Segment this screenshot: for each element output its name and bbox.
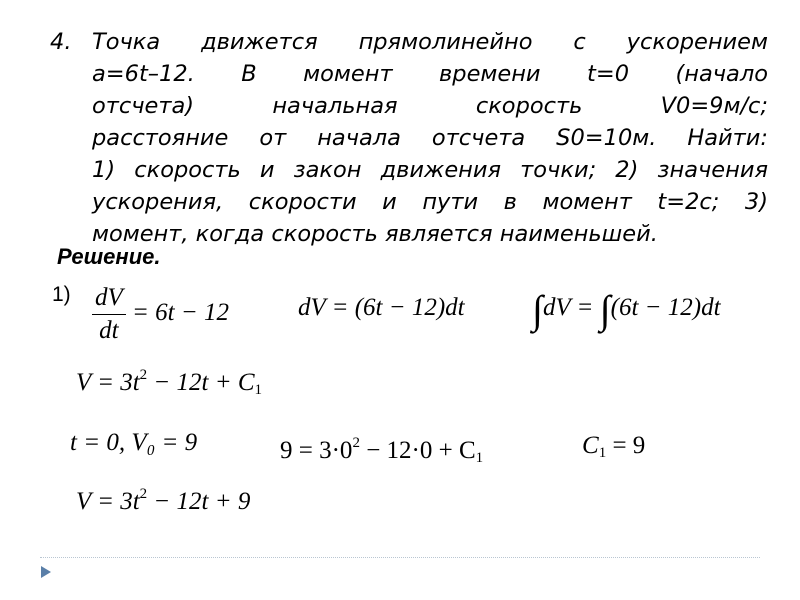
problem-number: 4. (50, 29, 72, 55)
fraction-denominator: dt (99, 317, 119, 344)
fraction (92, 284, 126, 345)
problem-line-6: ускорения, скорости и пути в момент t=2с; 3) (92, 189, 768, 215)
equation-integral: ∫dV = ∫(6t − 12)dt (532, 287, 721, 332)
fraction-numerator: dV (92, 284, 126, 315)
problem-line-2: a=6t–12. В момент времени t=0 (начало (92, 61, 768, 87)
integral-sign: ∫ (532, 287, 543, 332)
problem-line-5: 1) скорость и закон движения точки; 2) значения (92, 157, 768, 183)
equation-derivative-rhs: = 6t − 12 (132, 299, 229, 327)
problem-line-1: 4. Точка движется прямолинейно с ускорением (50, 26, 768, 58)
equation-final: $V = 3t^2 - 12t + 9$ (76, 486, 251, 515)
equation-general-solution: $V = 3t^2 - 12t + C_1$ (76, 367, 263, 398)
equation-initial-condition: t = 0, V₀ = 9 (70, 429, 198, 456)
problem-line-4: расстояние от начала отсчета S0=10м. Найти: (92, 125, 768, 151)
equation-derivative (92, 284, 229, 345)
equation-differential: dV = (6t − 12)dt (298, 294, 465, 321)
problem-line-3: отсчета) начальная скорость V0=9м/с; (92, 93, 768, 119)
integral-sign: ∫ (599, 287, 611, 332)
part-label: 1) (52, 283, 71, 306)
equation-constant: $C_1 = 9$ (582, 432, 646, 461)
problem-line-7: момент, когда скорость является наименьшей. (92, 221, 658, 247)
problem-statement (50, 26, 768, 250)
equation-substitution: $9 = 3\cdot 0^2 - 12\cdot 0 + C_1$ (280, 435, 484, 466)
footer-arrow-icon (41, 566, 51, 578)
footer-divider (40, 557, 760, 558)
solution-heading: Решение. (57, 244, 161, 269)
